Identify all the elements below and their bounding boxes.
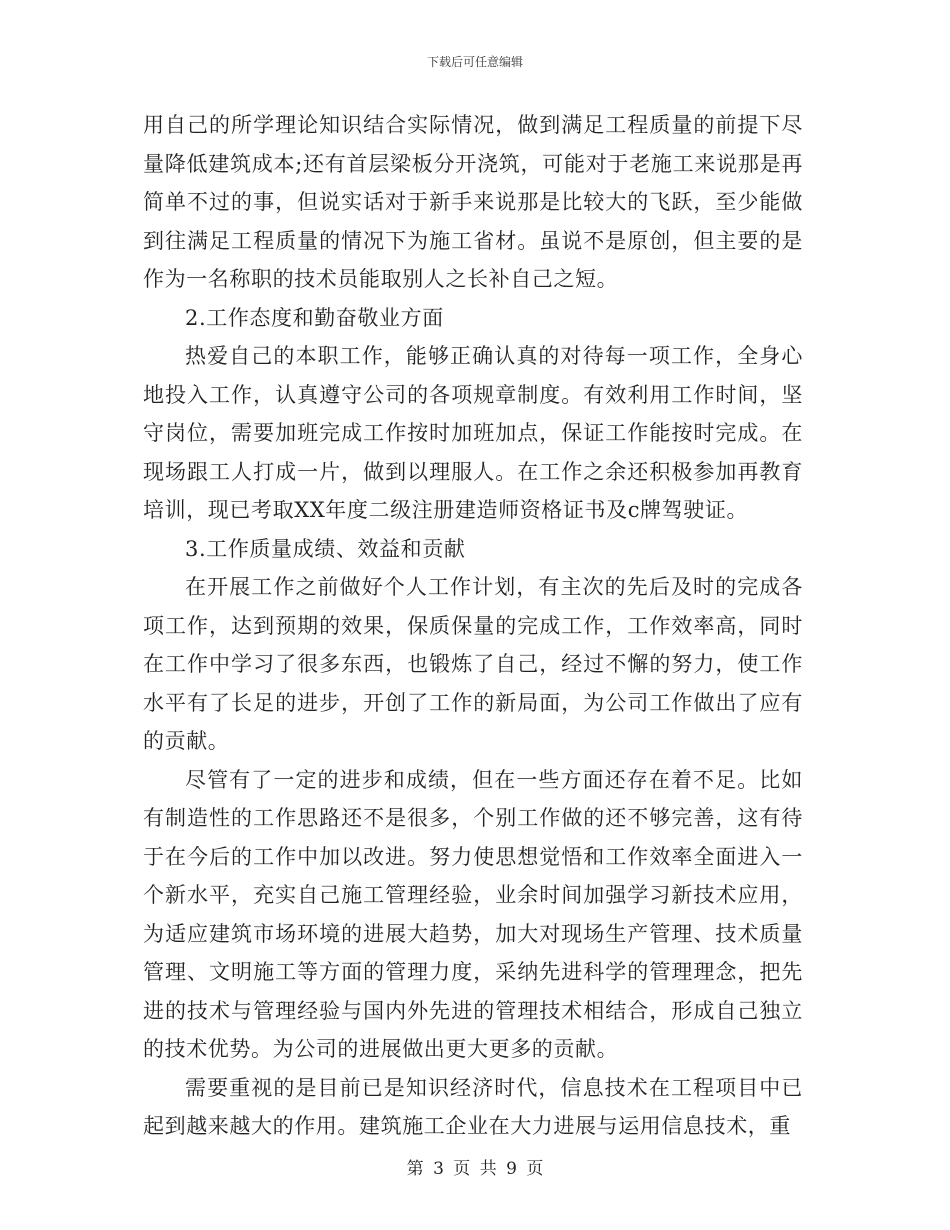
section-heading-3: 3.工作质量成绩、效益和贡献 xyxy=(185,536,466,561)
document-body xyxy=(143,106,803,1146)
section-heading-2: 2.工作态度和勤奋敬业方面 xyxy=(185,305,444,330)
page-header: 下载后可任意编辑 xyxy=(426,55,523,69)
paragraph-2: 热爱自己的本职工作，能够正确认真的对待每一项工作，全身心地投入工作，认真遵守公司的各项规章制度。有效利用工作时间，坚守岗位，需要加班完成工作按时加班加点，保证工作能按时完成。在现场跟工人打成一片，做到以理服人。在工作之余还积极参加再教育培训，现已考取XX年度二级注册建造师资格证书及c牌驾驶证。 xyxy=(143,344,803,522)
paragraph-5: 需要重视的是目前已是知识经济时代，信息技术在工程项目中已起到越来越大的作用。建筑施工企业在大力进展与运用信息技术，重 xyxy=(143,1075,803,1138)
page-number-footer: 第 3 页 共 9 页 xyxy=(406,1159,544,1179)
paragraph-1: 用自己的所学理论知识结合实际情况，做到满足工程质量的前提下尽量降低建筑成本;还有首层梁板分开浇筑，可能对于老施工来说那是再简单不过的事，但说实话对于新手来说那是比较大的飞跃，至少能做到往满足工程质量的情况下为施工省材。虽说不是原创，但主要的是作为一名称职的技术员能取别人之长补自己之短。 xyxy=(143,113,803,291)
paragraph-3: 在开展工作之前做好个人工作计划，有主次的先后及时的完成各项工作，达到预期的效果，保质保量的完成工作，工作效率高，同时在工作中学习了很多东西，也锻炼了自己，经过不懈的努力，使工作水平有了长足的进步，开创了工作的新局面，为公司工作做出了应有的贡献。 xyxy=(143,575,803,753)
paragraph-4: 尽管有了一定的进步和成绩，但在一些方面还存在着不足。比如有制造性的工作思路还不是很多，个别工作做的还不够完善，这有待于在今后的工作中加以改进。努力使思想觉悟和工作效率全面进入一个新水平，充实自己施工管理经验，业余时间加强学习新技术应用，为适应建筑市场环境的进展大趋势，加大对现场生产管理、技术质量管理、文明施工等方面的管理力度，采纳先进科学的管理理念，把先进的技术与管理经验与国内外先进的管理技术相结合，形成自己独立的技术优势。为公司的进展做出更大更多的贡献。 xyxy=(143,767,803,1061)
